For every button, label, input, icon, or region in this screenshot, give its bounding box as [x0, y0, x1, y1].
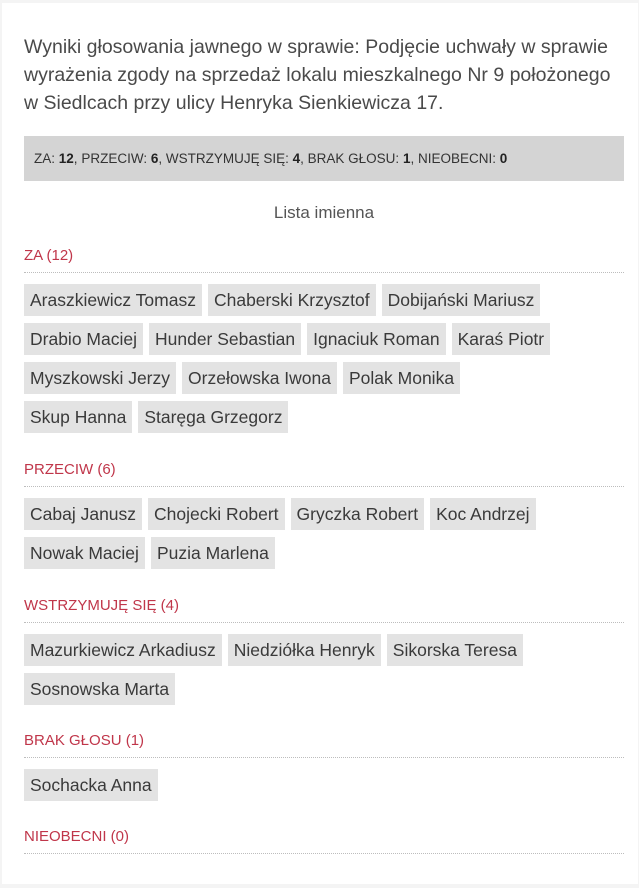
chip-row [24, 284, 624, 316]
voter-chip: Mazurkiewicz Arkadiusz [24, 634, 222, 666]
summary-item-wstrzymuje: WSTRZYMUJĘ SIĘ: 4, [165, 151, 308, 166]
name-chip-list [24, 498, 624, 569]
vote-group-wstrzymuje [24, 596, 624, 712]
voter-chip: Skup Hanna [24, 401, 132, 433]
voter-chip: Sochacka Anna [24, 769, 158, 801]
name-chip-list [24, 634, 624, 705]
vote-group-przeciw [24, 460, 624, 576]
vote-group-za [24, 246, 624, 440]
summary-value: 1 [402, 151, 411, 166]
chip-row [24, 634, 624, 666]
voter-chip: Drabio Maciej [24, 323, 143, 355]
voter-chip: Araszkiewicz Tomasz [24, 284, 202, 316]
vote-summary-bar [24, 136, 624, 181]
chip-row [24, 769, 624, 801]
voter-chip: Nowak Maciej [24, 537, 145, 569]
voter-chip: Niedziółka Henryk [228, 634, 381, 666]
results-card [2, 3, 638, 884]
voter-chip: Ignaciuk Roman [307, 323, 445, 355]
voter-chip: Polak Monika [343, 362, 460, 394]
summary-value: 12 [58, 151, 74, 166]
voter-chip: Chaberski Krzysztof [208, 284, 376, 316]
group-header: ZA (12) [24, 246, 624, 273]
group-header: BRAK GŁOSU (1) [24, 731, 624, 758]
voter-chip: Cabaj Janusz [24, 498, 142, 530]
chip-row [24, 537, 624, 569]
page-title: Wyniki głosowania jawnego w sprawie: Podjęcie uchwały w sprawie wyrażenia zgody na sprzedaż lokalu mieszkalnego Nr 9 położonego w Siedlcach przy ulicy Henryka Sienkiewicza 17. [24, 36, 611, 114]
voter-chip: Sikorska Teresa [387, 634, 523, 666]
summary-value: 4 [292, 151, 301, 166]
summary-item-przeciw: PRZECIW: 6, [81, 151, 166, 166]
list-title: Lista imienna [273, 203, 375, 222]
summary-value: 0 [499, 151, 508, 166]
voter-chip: Koc Andrzej [430, 498, 535, 530]
name-chip-list [24, 284, 624, 433]
group-header: PRZECIW (6) [24, 460, 624, 487]
summary-item-brak-glosu: BRAK GŁOSU: 1, [307, 151, 418, 166]
voter-chip: Gryczka Robert [291, 498, 425, 530]
voter-chip: Karaś Piotr [452, 323, 551, 355]
chip-row [24, 323, 624, 355]
voter-chip: Sosnowska Marta [24, 673, 175, 705]
voter-chip: Orzełowska Iwona [182, 362, 337, 394]
voter-chip: Hunder Sebastian [149, 323, 301, 355]
group-header: NIEOBECNI (0) [24, 827, 624, 854]
chip-row [24, 498, 624, 530]
chip-row [24, 401, 624, 433]
voter-chip: Chojecki Robert [148, 498, 285, 530]
voter-chip: Myszkowski Jerzy [24, 362, 176, 394]
vote-group-nieobecni [24, 827, 624, 854]
voter-chip: Dobijański Mariusz [382, 284, 541, 316]
voter-chip: Staręga Grzegorz [138, 401, 288, 433]
summary-item-nieobecni: NIEOBECNI: 0 [417, 151, 508, 166]
summary-item-za: ZA: 12, [34, 151, 82, 166]
summary-value: 6 [150, 151, 159, 166]
name-chip-list [24, 769, 624, 801]
vote-group-brak-glosu [24, 731, 624, 808]
group-header: WSTRZYMUJĘ SIĘ (4) [24, 596, 624, 623]
chip-row [24, 362, 624, 394]
chip-row [24, 673, 624, 705]
voter-chip: Puzia Marlena [151, 537, 275, 569]
